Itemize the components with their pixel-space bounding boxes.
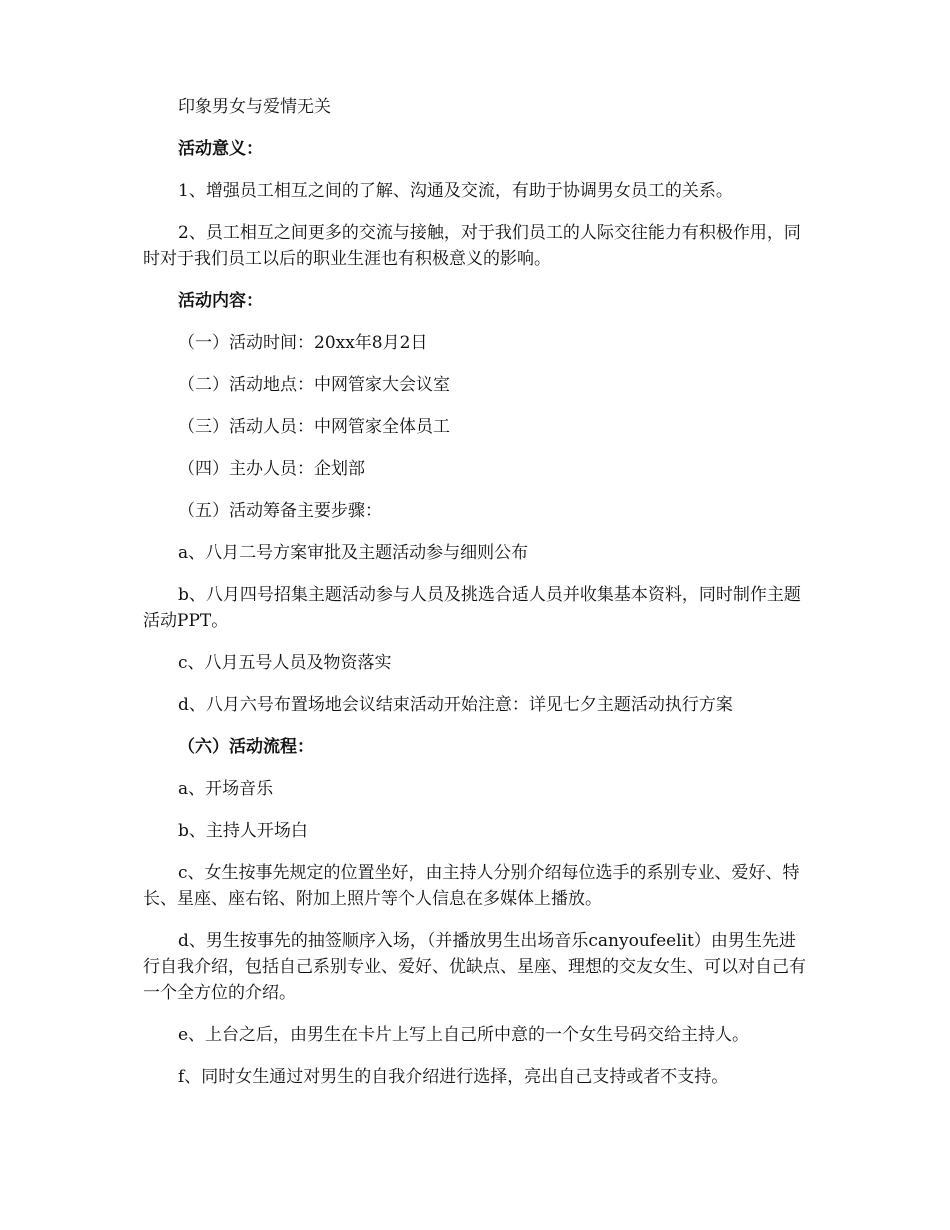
- section-heading-process: （六）活动流程：: [178, 737, 314, 757]
- paragraph: （四）主办人员：企划部: [178, 459, 365, 479]
- paragraph: 2、员工相互之间更多的交流与接触，对于我们员工的人际交往能力有积极作用，同时对于我们员工以后的职业生涯也有积极意义的影响。: [143, 223, 801, 269]
- paragraph: （一）活动时间：20xx年8月2日: [178, 333, 428, 353]
- paragraph: d、男生按事先的抽签顺序入场，（并播放男生出场音乐canyoufeelit）由男生先进行自我介绍，包括自己系别专业、爱好、优缺点、星座、理想的交友女生、可以对自己有一个全方位的介绍。: [143, 931, 806, 1003]
- paragraph: c、八月五号人员及物资落实: [178, 653, 392, 673]
- paragraph: e、上台之后，由男生在卡片上写上自己所中意的一个女生号码交给主持人。: [178, 1025, 750, 1045]
- paragraph: （五）活动筹备主要步骤：: [178, 501, 382, 521]
- doc-title: 印象男女与爱情无关: [178, 97, 331, 117]
- paragraph: （二）活动地点：中网管家大会议室: [178, 375, 450, 395]
- paragraph: 1、增强员工相互之间的了解、沟通及交流，有助于协调男女员工的关系。: [178, 181, 733, 201]
- paragraph: （三）活动人员：中网管家全体员工: [178, 417, 450, 437]
- paragraph: f、同时女生通过对男生的自我介绍进行选择，亮出自己支持或者不支持。: [178, 1067, 729, 1087]
- section-heading-significance: 活动意义：: [178, 139, 263, 159]
- section-heading-content: 活动内容：: [178, 291, 263, 311]
- paragraph: b、主持人开场白: [178, 821, 308, 841]
- paragraph: d、八月六号布置场地会议结束活动开始注意：详见七夕主题活动执行方案: [178, 695, 733, 715]
- paragraph: b、八月四号招集主题活动参与人员及挑选合适人员并收集基本资料，同时制作主题活动PPT。: [143, 585, 801, 631]
- paragraph: a、开场音乐: [178, 779, 274, 799]
- paragraph: a、八月二号方案审批及主题活动参与细则公布: [178, 543, 529, 563]
- paragraph: c、女生按事先规定的位置坐好，由主持人分别介绍每位选手的系别专业、爱好、特长、星座、座右铭、附加上照片等个人信息在多媒体上播放。: [143, 863, 800, 909]
- document-body: [143, 94, 808, 1106]
